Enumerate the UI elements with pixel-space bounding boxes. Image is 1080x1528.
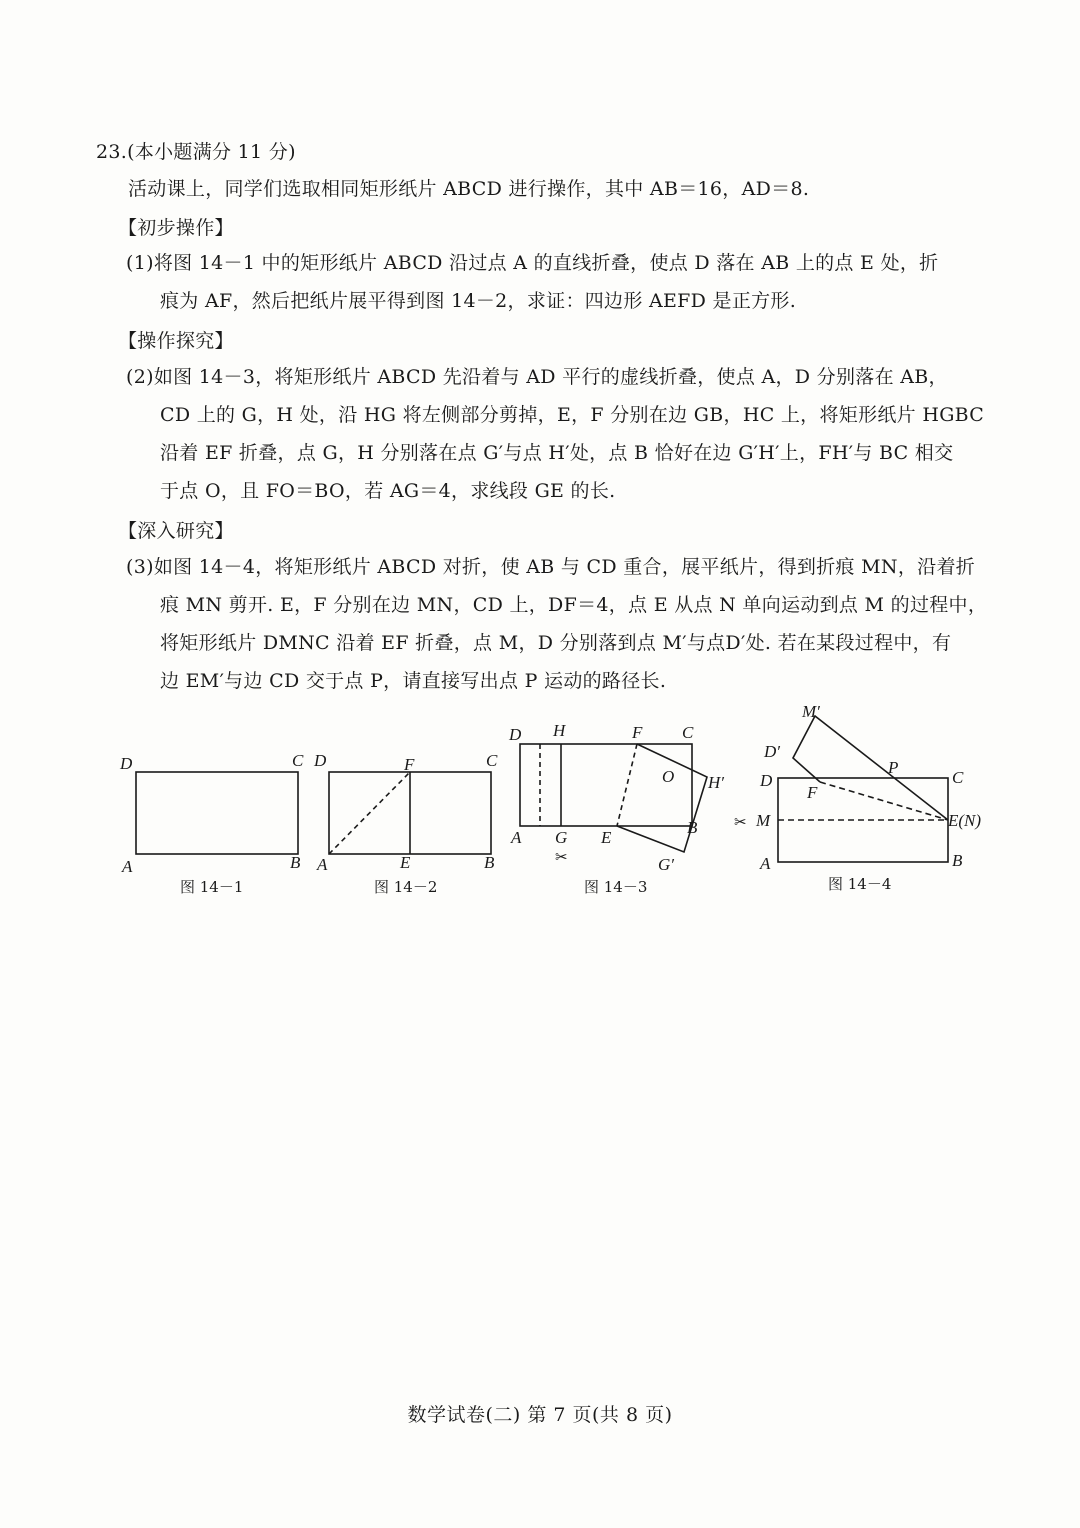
fig3-label-A: A bbox=[511, 828, 522, 847]
fig1-label-C: C bbox=[292, 751, 304, 770]
fig4-label-Dprime: D′ bbox=[764, 742, 780, 761]
part3-line4: 边 EM′与边 CD 交于点 P，请直接写出点 P 运动的路径长. bbox=[160, 670, 667, 692]
fig4-label-M: M bbox=[756, 811, 771, 830]
fig3-label-F: F bbox=[632, 723, 643, 742]
page-footer: 数学试卷(二) 第 7 页(共 8 页) bbox=[407, 1404, 673, 1426]
part1-line1: (1)将图 14－1 中的矩形纸片 ABCD 沿过点 A 的直线折叠，使点 D 落在 AB 上的点 E 处，折 bbox=[126, 252, 939, 274]
fig4-label-D: D bbox=[760, 771, 773, 790]
fig2-label-A: A bbox=[317, 855, 328, 874]
section-title-explore: 【操作探究】 bbox=[118, 330, 234, 352]
part2-line3: 沿着 EF 折叠，点 G，H 分别落在点 G′与点 H′处，点 B 恰好在边 G′H′上，FH′与 BC 相交 bbox=[160, 442, 954, 464]
fig2-label-F: F bbox=[404, 755, 415, 774]
fig3-label-D: D bbox=[509, 725, 522, 744]
fig3-scissors-icon: ✂ bbox=[555, 848, 568, 866]
section-title-deep: 【深入研究】 bbox=[118, 520, 234, 542]
fig3-caption: 图 14－3 bbox=[584, 878, 648, 896]
fig4-label-F: F bbox=[807, 783, 818, 802]
fig3-label-B: B bbox=[687, 818, 698, 837]
fig3-label-E: E bbox=[601, 828, 612, 847]
fig3-label-O: O bbox=[662, 767, 675, 786]
fig4-label-EN: E(N) bbox=[948, 811, 982, 830]
part3-line2: 痕 MN 剪开. E，F 分别在边 MN，CD 上，DF＝4，点 E 从点 N 单向运动到点 M 的过程中， bbox=[160, 594, 988, 616]
fig2-label-E: E bbox=[400, 853, 411, 872]
fig3-label-Gprime: G′ bbox=[658, 855, 674, 874]
fig4-label-A: A bbox=[760, 854, 771, 873]
fig4-scissors-icon: ✂ bbox=[734, 813, 747, 831]
fig1-caption: 图 14－1 bbox=[180, 878, 244, 896]
part2-line2: CD 上的 G，H 处，沿 HG 将左侧部分剪掉，E，F 分别在边 GB，HC 上，将矩形纸片 HGBC bbox=[160, 404, 985, 426]
fig3-label-Hprime: H′ bbox=[708, 773, 724, 792]
part3-line1: (3)如图 14－4，将矩形纸片 ABCD 对折，使 AB 与 CD 重合，展平纸片，得到折痕 MN，沿着折 bbox=[126, 556, 976, 578]
fig2-caption: 图 14－2 bbox=[374, 878, 438, 896]
fig3-label-G: G bbox=[555, 828, 568, 847]
fig4-label-C: C bbox=[952, 768, 964, 787]
fig2-label-D: D bbox=[314, 751, 327, 770]
fig2-fold-AF bbox=[329, 772, 410, 854]
part1-line2: 痕为 AF，然后把纸片展平得到图 14－2，求证：四边形 AEFD 是正方形. bbox=[160, 290, 797, 312]
fig3-label-C: C bbox=[682, 723, 694, 742]
fig4-caption: 图 14－4 bbox=[828, 875, 892, 893]
fig4-label-Mprime: M′ bbox=[802, 702, 820, 721]
fig4-label-B: B bbox=[952, 851, 963, 870]
fig4-fold-EF bbox=[820, 782, 948, 820]
part2-line4: 于点 O，且 FO＝BO，若 AG＝4，求线段 GE 的长. bbox=[160, 480, 616, 502]
fig3-label-H: H bbox=[553, 721, 566, 740]
fig1-label-A: A bbox=[122, 857, 133, 876]
fig1-label-D: D bbox=[120, 754, 133, 773]
fig1-label-B: B bbox=[290, 853, 301, 872]
fig4-folded-flap bbox=[793, 716, 948, 820]
figures-row bbox=[110, 700, 1010, 910]
fig2-label-C: C bbox=[486, 751, 498, 770]
fig3-fold-EF bbox=[617, 744, 637, 826]
problem-number: 23.(本小题满分 11 分) bbox=[96, 141, 296, 163]
fig1-rectangle bbox=[136, 772, 298, 854]
section-title-initial: 【初步操作】 bbox=[118, 217, 234, 239]
part3-line3: 将矩形纸片 DMNC 沿着 EF 折叠，点 M，D 分别落到点 M′与点D′处. 若在某段过程中，有 bbox=[160, 632, 952, 654]
problem-intro: 活动课上，同学们选取相同矩形纸片 ABCD 进行操作，其中 AB＝16，AD＝8. bbox=[128, 178, 810, 200]
fig4-label-P: P bbox=[888, 758, 899, 777]
part2-line1: (2)如图 14－3，将矩形纸片 ABCD 先沿着与 AD 平行的虚线折叠，使点 A，D 分别落在 AB， bbox=[126, 366, 948, 388]
fig2-label-B: B bbox=[484, 853, 495, 872]
